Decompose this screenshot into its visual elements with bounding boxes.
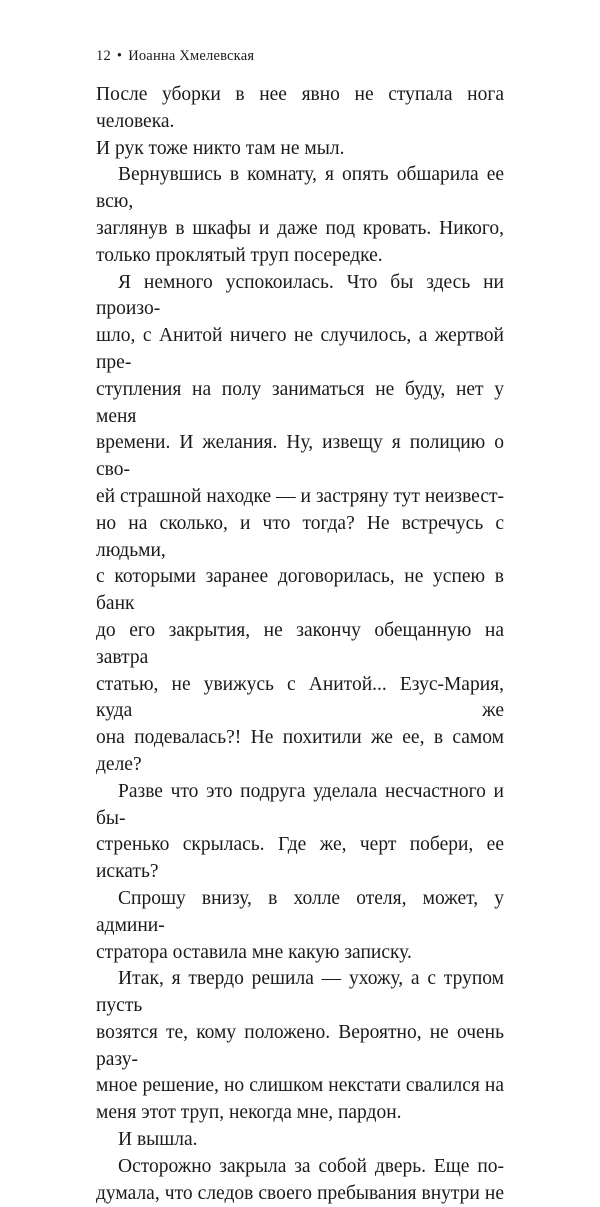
text-line: И вышла. [118,1129,198,1151]
running-header [96,44,504,68]
text-line: но на сколько, и что тогда? Не встречусь с людьми, [96,512,504,561]
text-line: шло, с Анитой ничего не случилось, а жертвой пре- [96,325,504,373]
text-line: думала, что следов своего пребывания внутри не [96,1182,504,1204]
text-line: времени. И желания. Ну, извещу я полицию о сво- [96,432,504,481]
text-line: заглянув в шкафы и даже под кровать. Никого, [96,217,504,239]
text-line: стренько скрылась. Где же, черт побери, ее искать? [96,834,504,883]
text-line: Итак, я твердо решила — ухожу, а с трупом пусть [96,968,504,1017]
text-line: ступления на полу заниматься не буду, нет у меня [96,378,504,427]
author-name: Иоанна Хмелевская [128,48,255,64]
text-line: После уборки в нее явно не ступала нога человека. [96,84,504,132]
text-line: Вернувшись в комнату, я опять обшарила ее всю, [96,164,504,213]
text-line: возятся те, кому положено. Вероятно, не очень разу- [96,1021,504,1070]
page-number: 12 [96,48,111,64]
book-page [96,44,504,1207]
text-line: мное решение, но слишком некстати свалился на [96,1075,504,1097]
text-line: Разве что это подруга уделала несчастного и бы- [96,780,504,829]
text-line: только проклятый труп посередке. [96,244,383,266]
body-text [96,82,504,1207]
text-line: до его закрытия, не закончу обещанную на завтра [96,619,504,668]
text-line: она подевалась?! Не похитили же ее, в самом деле? [96,727,504,775]
text-line: Я немного успокоилась. Что бы здесь ни произо- [96,271,504,320]
text-line: ей страшной находке — и застряну тут неизвест- [96,485,504,507]
text-line: статью, не увижусь с Анитой... Езус-Мария, куда же [96,673,504,722]
text-line: Осторожно закрыла за собой дверь. Еще по- [118,1155,504,1177]
text-line: стратора оставила мне какую записку. [96,941,412,963]
header-separator: • [116,48,123,64]
text-line: И рук тоже никто там не мыл. [96,137,345,159]
text-line: с которыми заранее договорилась, не успею в банк [96,566,504,615]
text-line: Спрошу внизу, в холле отеля, может, у админи- [96,887,504,936]
text-line: меня этот труп, некогда мне, пардон. [96,1102,402,1124]
